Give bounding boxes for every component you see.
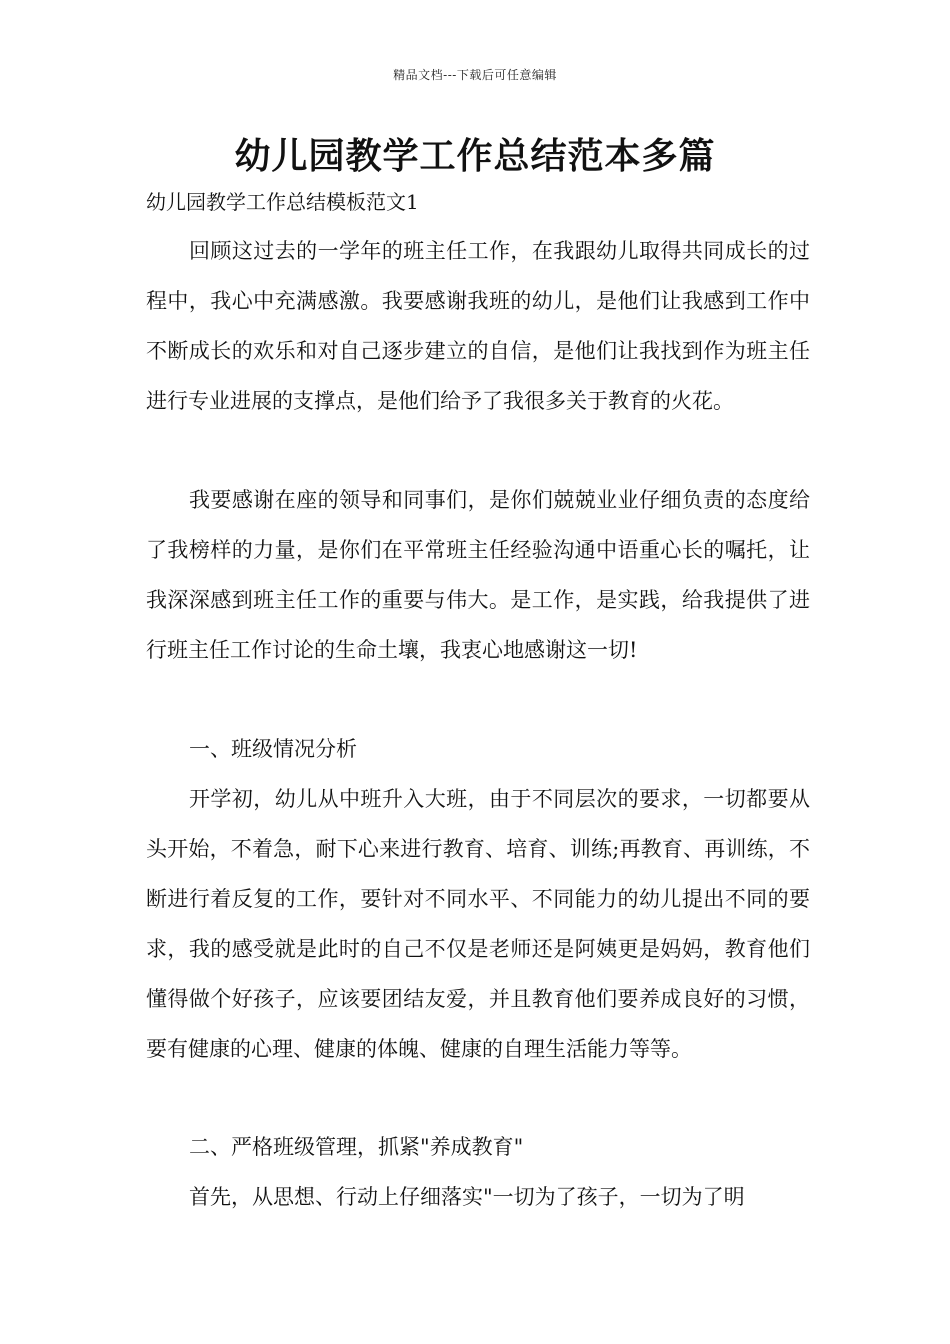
paragraph-class-analysis: 开学初，幼儿从中班升入大班，由于不同层次的要求，一切都要从头开始，不着急，耐下心来进行教育、培育、训练;再教育、再训练，不断进行着反复的工作，要针对不同水平、不同能力的幼儿提出不同的要求，我的感受就是此时的自己不仅是老师还是阿姨更是妈妈，教育他们懂得做个好孩子，应该要团结友爱，并且教育他们要养成良好的习惯，要有健康的心理、健康的体魄、健康的自理生活能力等等。 [146,787,810,1061]
paragraph-gratitude-colleagues: 我要感谢在座的领导和同事们，是你们兢兢业业仔细负责的态度给了我榜样的力量，是你们在平常班主任经验沟通中语重心长的嘱托，让我深深感到班主任工作的重要与伟大。是工作，是实践，给我提供了进行班主任工作讨论的生命土壤，我衷心地感谢这一切! [146,488,810,662]
paragraph-class-management: 首先，从思想、行动上仔细落实"一切为了孩子，一切为了明 [189,1185,745,1209]
section-heading-class-analysis: 一、班级情况分析 [189,737,357,761]
document-subtitle: 幼儿园教学工作总结模板范文1 [146,190,419,214]
paragraph-gratitude-children: 回顾这过去的一学年的班主任工作，在我跟幼儿取得共同成长的过程中，我心中充满感激。我要感谢我班的幼儿，是他们让我感到工作中不断成长的欢乐和对自己逐步建立的自信，是他们让我找到作为班主任进行专业进展的支撑点，是他们给予了我很多关于教育的火花。 [146,239,810,413]
header-note: 精品文档---下载后可任意编辑 [393,68,557,82]
section-heading-class-management: 二、严格班级管理，抓紧"养成教育" [189,1135,524,1159]
document-title: 幼儿园教学工作总结范本多篇 [234,135,716,177]
